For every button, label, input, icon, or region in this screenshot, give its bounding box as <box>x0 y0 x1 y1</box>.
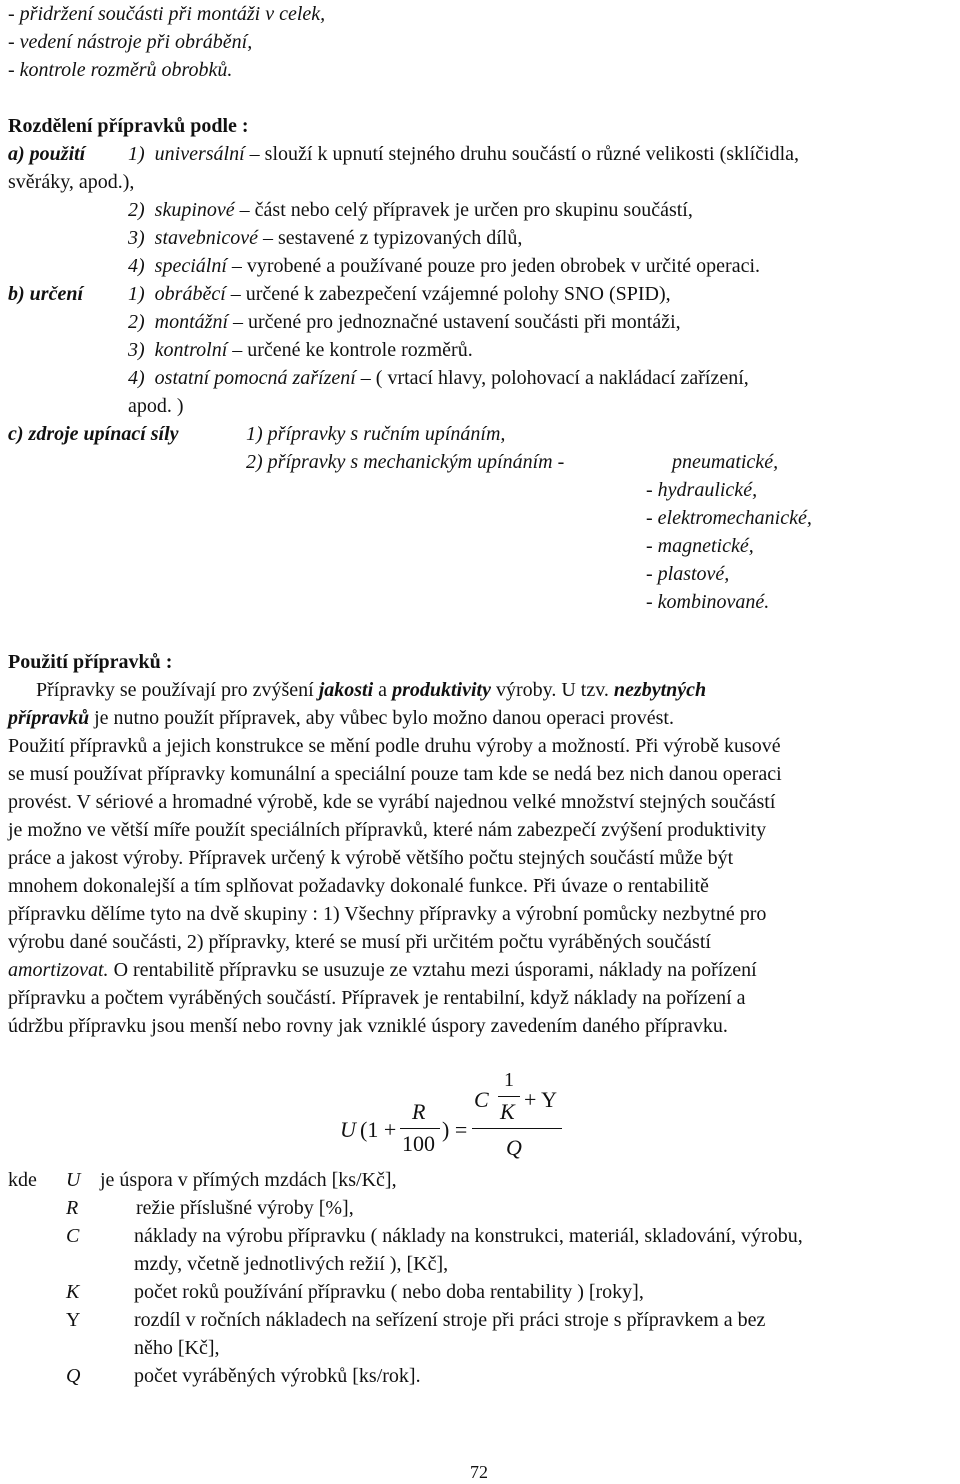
legend-symbol: Q <box>66 1365 81 1387</box>
category-b-item <box>128 282 671 306</box>
category-a-item-cont: svěráky, apod.), <box>8 171 135 193</box>
item-term: speciální <box>154 255 227 277</box>
item-text: – vyrobené a používané pouze pro jeden obrobek v určité operaci. <box>226 255 761 277</box>
category-c-item: 2) přípravky s mechanickým upínáním - <box>246 451 565 473</box>
intro-item: - přidržení součásti při montáži v celek, <box>8 3 326 25</box>
emphasis: přípravků <box>8 707 90 729</box>
intro-item: - vedení nástroje při obrábění, <box>8 31 253 53</box>
page-number: 72 <box>470 1462 488 1482</box>
item-text: – určené pro jednoznačné ustavení součásti při montáži, <box>228 311 681 333</box>
legend-text: je úspora v přímých mzdách [ks/Kč], <box>100 1169 397 1191</box>
paragraph-line: provést. V sériové a hromadné výrobě, kde se vyrábí najednou velké množství stejných součástí <box>8 791 776 813</box>
formula-100: 100 <box>402 1131 435 1156</box>
item-text: – slouží k upnutí stejného druhu součástí o různé velikosti (sklíčidla, <box>244 143 800 165</box>
item-number: 2) <box>128 199 145 221</box>
upinani-type: - plastové, <box>646 563 730 585</box>
paragraph-line: mnohem dokonalejší a tím splňovat požadavky dokonalé funkce. Při úvaze o rentabilitě <box>8 875 709 897</box>
category-b-item-cont: apod. ) <box>128 395 184 417</box>
category-c-item: 1) přípravky s ručním upínáním, <box>246 423 506 445</box>
paragraph-line: údržbu přípravku jsou menší nebo rovny jak vzniklé úspory zavedením daného přípravku. <box>8 1015 728 1037</box>
paragraph-line: je možno ve větší míře použít speciálních přípravků, které nám zabezpečí zvýšení produktivity <box>8 819 767 841</box>
item-term: universální <box>154 143 245 165</box>
legend-text: náklady na výrobu přípravku ( náklady na konstrukci, materiál, skladování, výrobu, <box>134 1225 803 1247</box>
formula-plusY: + Y <box>524 1087 557 1112</box>
item-text: – část nebo celý přípravek je určen pro skupinu součástí, <box>234 199 693 221</box>
legend-text: mzdy, včetně jednotlivých režií ), [Kč], <box>134 1253 449 1275</box>
item-text: – sestavené z typizovaných dílů, <box>257 227 523 249</box>
item-term: ostatní pomocná zařízení <box>154 367 356 389</box>
upinani-type: - elektromechanické, <box>646 507 812 529</box>
text-run: O rentabilitě přípravku se usuzuje ze vztahu mezi úsporami, náklady na pořízení <box>108 959 757 981</box>
emphasis: amortizovat. <box>8 959 109 981</box>
item-term: montážní <box>154 311 229 333</box>
paragraph-line: se musí používat přípravky komunální a speciální pouze tam kde se nedá bez nich danou operaci <box>8 763 782 785</box>
item-term: obráběcí <box>154 283 226 305</box>
text-run: a <box>373 679 393 701</box>
category-b-label: b) určení <box>8 283 83 305</box>
text-run: Přípravky se používají pro zvýšení <box>36 679 319 701</box>
paragraph-line: přípravku a počtem vyráběných součástí. Přípravek je rentabilní, když náklady na pořízení a <box>8 987 746 1009</box>
category-a-item <box>128 198 693 222</box>
item-text: – určené k zabezpečení vzájemné polohy SNO (SPID), <box>225 283 671 305</box>
legend-symbol: R <box>66 1197 79 1219</box>
legend-text: režie příslušné výroby [%], <box>136 1197 354 1219</box>
text-run: výroby. U tzv. <box>490 679 614 701</box>
category-b-item <box>128 366 749 390</box>
upinani-type: - kombinované. <box>646 591 770 613</box>
item-number: 4) <box>128 367 145 389</box>
formula-K: K <box>500 1099 515 1124</box>
item-text: – ( vrtací hlavy, polohovací a nakládací zařízení, <box>355 367 749 389</box>
item-number: 3) <box>128 339 145 361</box>
legend-symbol: Y <box>66 1309 81 1331</box>
fraction-bar <box>400 1128 440 1129</box>
emphasis: jakosti <box>318 679 374 701</box>
legend-kde: kde <box>8 1169 37 1191</box>
legend-text: rozdíl v ročních nákladech na seřízení stroje při práci stroje s přípravkem a bez <box>134 1309 766 1331</box>
legend-symbol: U <box>66 1169 81 1191</box>
formula-1: 1 <box>504 1069 514 1091</box>
fraction-bar <box>498 1096 520 1097</box>
formula-Q: Q <box>506 1135 522 1160</box>
formula-open: (1 + <box>360 1117 397 1142</box>
item-term: kontrolní <box>154 339 228 361</box>
item-number: 4) <box>128 255 145 277</box>
paragraph-line: práce a jakost výroby. Přípravek určený k výrobě většího počtu stejných součástí může být <box>8 847 734 869</box>
formula-U: U <box>340 1117 356 1142</box>
legend-symbol: C <box>66 1225 80 1247</box>
division-heading: Rozdělení přípravků podle : <box>8 115 249 137</box>
legend-text: počet roků používání přípravku ( nebo doba rentability ) [roky], <box>134 1281 644 1303</box>
paragraph-line <box>36 678 706 702</box>
legend-symbol: K <box>66 1281 80 1303</box>
intro-item: - kontrole rozměrů obrobků. <box>8 59 233 81</box>
item-number: 1) <box>128 283 145 305</box>
formula-R: R <box>412 1099 426 1124</box>
paragraph-line: Použití přípravků a jejich konstrukce se mění podle druhu výroby a možností. Při výrobě kusové <box>8 735 781 757</box>
category-a-item <box>128 226 522 250</box>
item-number: 3) <box>128 227 145 249</box>
usage-heading: Použití přípravků : <box>8 651 173 673</box>
formula-close: ) = <box>442 1117 468 1142</box>
paragraph-line: výrobu dané součásti, 2) přípravky, které se musí při určitém počtu vyráběných součástí <box>8 931 711 953</box>
paragraph-line <box>8 706 674 730</box>
paragraph-line: přípravku dělíme tyto na dvě skupiny : 1) Všechny přípravky a výrobní pomůcky nezbytné pro <box>8 903 767 925</box>
item-number: 1) <box>128 143 145 165</box>
fraction-bar <box>472 1128 562 1129</box>
category-b-item <box>128 310 681 334</box>
category-a-label: a) použití <box>8 143 86 165</box>
item-term: skupinové <box>154 199 235 221</box>
category-a-item <box>128 254 760 278</box>
legend-text: něho [Kč], <box>134 1337 220 1359</box>
text-run: je nutno použít přípravek, aby vůbec bylo možno danou operaci provést. <box>89 707 674 729</box>
upinani-type: - hydraulické, <box>646 479 758 501</box>
category-b-item <box>128 338 473 362</box>
legend-text: počet vyráběných výrobků [ks/rok]. <box>134 1365 421 1387</box>
item-term: stavebnicové <box>154 227 258 249</box>
category-c-label: c) zdroje upínací síly <box>8 423 179 445</box>
paragraph-line <box>8 958 757 982</box>
emphasis: nezbytných <box>613 679 707 701</box>
item-text: – určené ke kontrole rozměrů. <box>227 339 473 361</box>
upinani-type: pneumatické, <box>672 451 779 473</box>
emphasis: produktivity <box>392 679 491 701</box>
upinani-type: - magnetické, <box>646 535 754 557</box>
item-number: 2) <box>128 311 145 333</box>
category-a-item <box>128 142 799 166</box>
formula-C: C <box>474 1087 489 1112</box>
